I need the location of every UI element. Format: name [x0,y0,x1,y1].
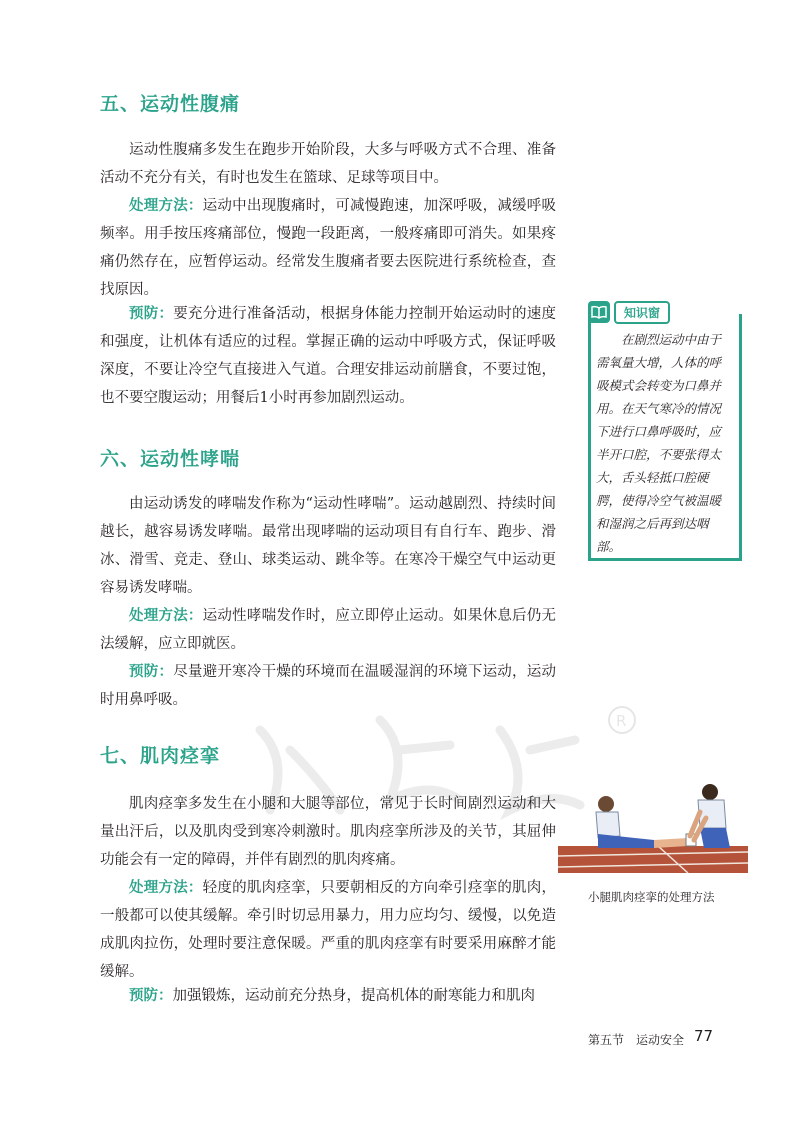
paragraph: 运动性腹痛多发生在跑步开始阶段，大多与呼吸方式不合理、准备活动不充分有关，有时也发生在篮球、足球等项目中。 [100,142,556,186]
paragraph [100,192,556,304]
paragraph-text: 轻度的肌肉痉挛，只要朝相反的方向牵引痉挛的肌肉，一般都可以使其缓解。牵引时切忌用暴力，用力应均匀、缓慢，以免造成肌肉拉伤，处理时要注意保暖。严重的肌肉痉挛有时要采用麻醉才能缓解。 [100,880,557,980]
treatment-label: 处理方法： [129,608,203,624]
section-heading-abdominal-pain: 五、运动性腹痛 [100,93,241,115]
svg-text:R: R [616,712,627,730]
prevention-label: 预防： [129,306,174,322]
page-number: 77 [694,1027,714,1045]
prevention-label: 预防： [129,988,173,1004]
prevention-label: 预防： [129,664,174,680]
paragraph [100,874,556,986]
paragraph [100,300,556,412]
treatment-label: 处理方法： [129,880,203,896]
book-icon [588,301,610,323]
paragraph [100,982,556,1010]
paragraph: 肌肉痉挛多发生在小腿和大腿等部位，常见于长时间剧烈运动和大量出汗后，以及肌肉受到寒冷刺激时。肌肉痉挛所涉及的关节，其屈伸功能会有一定的障碍，并伴有剧烈的肌肉疼痛。 [100,796,556,868]
cramp-treatment-illustration [558,778,748,873]
section-heading-asthma: 六、运动性哮喘 [100,448,241,470]
knowledge-window-text: 在剧烈运动中由于需氧量大增，人体的呼吸模式会转变为口鼻并用。在天气寒冷的情况下进行口鼻呼吸时，应半开口腔，不要张得太大，舌头轻抵口腔硬腭，使得冷空气被温暖和湿润之后再到达咽部。 [596,332,722,554]
section-heading-cramp: 七、肌肉痉挛 [100,745,221,767]
paragraph [100,602,556,658]
figure-caption: 小腿肌肉痉挛的处理方法 [588,890,715,904]
paragraph-text: 运动性哮喘发作时，应立即停止运动。如果休息后仍无法缓解，应立即就医。 [100,608,557,652]
paragraph-text: 尽量避开寒冷干燥的环境而在温暖湿润的环境下运动，运动时用鼻呼吸。 [100,664,557,708]
paragraph-text: 加强锻炼，运动前充分热身，提高机体的耐寒能力和肌肉 [172,988,535,1004]
footer-section-title: 第五节 运动安全 [588,1033,685,1047]
paragraph-text: 运动中出现腹痛时，可减慢跑速，加深呼吸，减缓呼吸频率。用手按压疼痛部位，慢跑一段距离，一般疼痛即可消失。如果疼痛仍然存在，应暂停运动。经常发生腹痛者要去医院进行系统检查，查找原因。 [100,198,557,298]
treatment-label: 处理方法： [129,198,203,214]
paragraph: 由运动诱发的哮喘发作称为“运动性哮喘”。运动越剧烈、持续时间越长，越容易诱发哮喘。最常出现哮喘的运动项目有自行车、跑步、滑冰、滑雪、竞走、登山、球类运动、跳伞等。在寒冷干燥空气中运动更容易诱发哮喘。 [100,496,556,596]
paragraph [100,658,556,714]
knowledge-window-label: 知识窗 [614,301,670,324]
paragraph-text: 要充分进行准备活动，根据身体能力控制开始运动时的速度和强度，让机体有适应的过程。掌握正确的运动中呼吸方式，保证呼吸深度，不要让冷空气直接进入气道。合理安排运动前膳食，不要过饱，也不要空腹运动；用餐后1小时再参加剧烈运动。 [100,306,557,406]
knowledge-window [588,300,740,562]
knowledge-window-tab [588,300,670,324]
